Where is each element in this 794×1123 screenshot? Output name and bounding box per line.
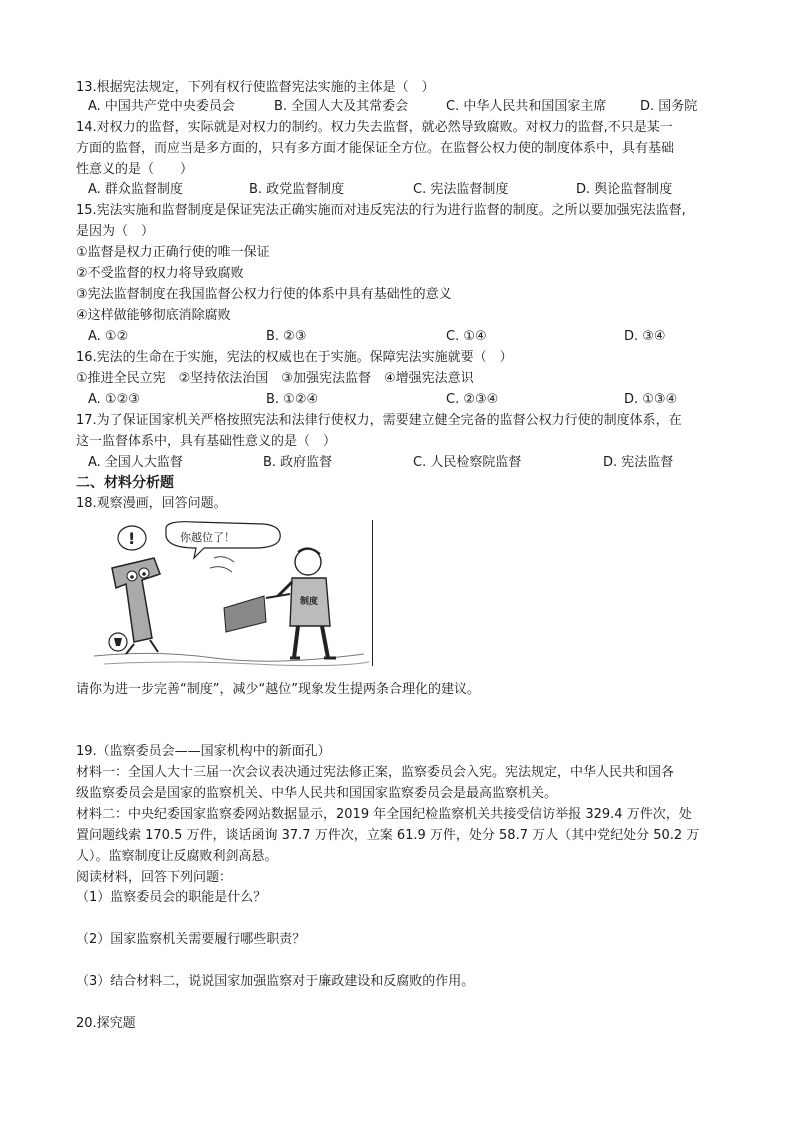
q19-prompt: 阅读材料，回答下列问题：	[76, 870, 233, 885]
q14-option-b: B. 政党监督制度	[249, 182, 345, 197]
q19-material2-line-2: 置问题线索 170.5 万件，谈话函询 37.7 万件次，立案 61.9 万件，处分 58.7 万人（其中党纪处分 50.2 万	[76, 828, 700, 843]
q16-option-a: A. ①②③	[88, 392, 140, 407]
q16-option-c: C. ②③④	[446, 392, 499, 407]
q15-item-1: ①监督是权力正确行使的唯一保证	[76, 245, 270, 260]
svg-text:!: !	[128, 529, 136, 548]
q14-line-2: 方面的监督，而应当是多方面的，只有多方面才能保证全方位。在监督公权力使的制度体系中，具有基础	[76, 141, 675, 156]
q17-option-d: D. 宪法监督	[603, 455, 674, 470]
q14-line-3: 性意义的是（ ）	[76, 162, 194, 177]
q17-option-c: C. 人民检察院监督	[413, 455, 522, 470]
q15-option-a: A. ①②	[88, 329, 129, 344]
q15-option-d: D. ③④	[624, 329, 666, 344]
q17-option-a: A. 全国人大监督	[88, 455, 183, 470]
referee-shirt-text: 制度	[300, 597, 319, 607]
q19-material2-line-1: 材料二：中央纪委国家监察委网站数据显示，2019 年全国纪检监察机关共接受信访举报 329.4 万件次，处	[76, 807, 692, 822]
q14-option-d: D. 舆论监督制度	[576, 182, 673, 197]
q13-stem: 13.根据宪法规定，下列有权行使监督宪法实施的主体是（ ）	[76, 80, 435, 95]
q19-material1-line-1: 材料一：全国人大十三届一次会议表决通过宪法修正案，监察委员会入宪。宪法规定，中华人民共和国各	[76, 765, 675, 780]
q13-option-b: B. 全国人大及其常委会	[274, 99, 409, 114]
q19-material2-line-3: 人）。监察制度让反腐败利剑高悬。	[76, 849, 278, 864]
divider-line	[372, 520, 373, 666]
q19-title: 19.（监察委员会——国家机构中的新面孔）	[76, 744, 331, 759]
q15-item-3: ③宪法监督制度在我国监督公权力行使的体系中具有基础性的意义	[76, 287, 452, 302]
q15-line-1: 15.宪法实施和监督制度是保证宪法正确实施而对违反宪法的行为进行监督的制度。之所以要加强宪法监督,	[76, 203, 686, 218]
q15-option-b: B. ②③	[266, 329, 307, 344]
q19-material1-line-2: 级监察委员会是国家的监察机关、中华人民共和国国家监察委员会是最高监察机关。	[76, 786, 558, 801]
q13-option-d: D. 国务院	[640, 99, 698, 114]
scared-character-icon	[112, 558, 160, 642]
q16-option-b: B. ①②④	[266, 392, 319, 407]
q13-option-c: C. 中华人民共和国国家主席	[446, 99, 607, 114]
flag-icon	[224, 596, 266, 632]
q13-option-a: A. 中国共产党中央委员会	[88, 99, 235, 114]
q15-item-2: ②不受监督的权力将导致腐败	[76, 266, 244, 281]
q16-option-d: D. ①③④	[624, 392, 678, 407]
cartoon-image	[94, 518, 374, 668]
section-heading: 二、材料分析题	[76, 475, 174, 491]
q17-option-b: B. 政府监督	[263, 455, 333, 470]
q17-line-2: 这一监督体系中，具有基础性意义的是（ ）	[76, 434, 337, 449]
q19-question-1: （1）监察委员会的职能是什么？	[76, 890, 267, 905]
q19-question-2: （2）国家监察机关需要履行哪些职责？	[76, 932, 306, 947]
q18-stem: 18.观察漫画，回答问题。	[76, 496, 227, 511]
q17-line-1: 17.为了保证国家机关严格按照宪法和法律行使权力，需要建立健全完备的监督公权力行使的制度体系，在	[76, 413, 682, 428]
q16-stem: 16.宪法的生命在于实施，宪法的权威也在于实施。保障宪法实施就要（ ）	[76, 350, 513, 365]
q14-option-a: A. 群众监督制度	[88, 182, 183, 197]
speech-bubble-text: 你越位了！	[180, 531, 235, 544]
q18-question: 请你为进一步完善“制度”，减少“越位”现象发生提两条合理化的建议。	[76, 682, 480, 697]
q15-line-2: 是因为（ ）	[76, 224, 155, 239]
q14-option-c: C. 宪法监督制度	[413, 182, 509, 197]
q19-question-3: （3）结合材料二，说说国家加强监察对于廉政建设和反腐败的作用。	[76, 974, 475, 989]
q20-title: 20.探究题	[76, 1016, 136, 1031]
q15-item-4: ④这样做能够彻底消除腐败	[76, 308, 231, 323]
q14-line-1: 14.对权力的监督，实际就是对权力的制约。权力失去监督，就必然导致腐败。对权力的监督,不只是某一	[76, 120, 673, 135]
q15-option-c: C. ①④	[446, 329, 487, 344]
q16-items: ①推进全民立宪 ②坚持依法治国 ③加强宪法监督 ④增强宪法意识	[76, 371, 474, 386]
